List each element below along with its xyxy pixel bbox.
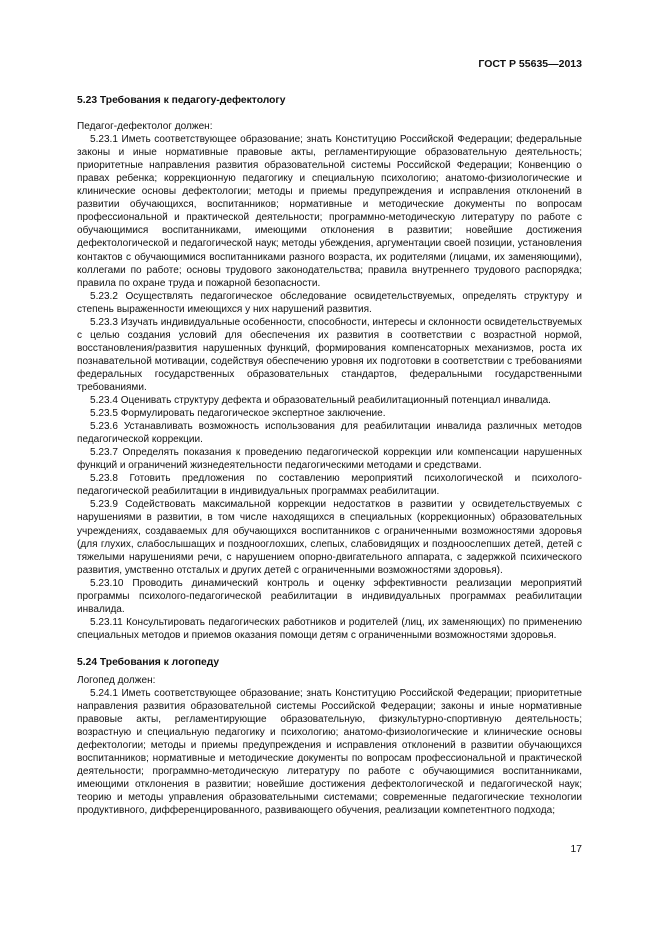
paragraph: 5.23.9 Содействовать максимальной коррекции недостатков в развитии у освидетельствуемых с нарушениями в развитии, в том числе находящихся в специальных (коррекционных) образовательных учреждениях, создаваемых для обучающихся воспитанников с ограниченными возможностями здоровья (для глухих, слабослышащих и позднооглохших, слепых, слабовидящих и поздноослепших детей, детей с тяжелыми нарушениями речи, с нарушением опорно-двигательного аппарата, с задержкой психического развития, умственно отсталых и других детей с ограниченными возможностями здоровья). [77,499,582,576]
paragraph: 5.23.5 Формулировать педагогическое экспертное заключение. [90,408,386,420]
paragraph: 5.23.3 Изучать индивидуальные особенности, способности, интересы и склонности освидетельствуемых с целью создания условий для обеспечения их развития в соответствии с возрастной нормой, восстановления/развития нарушенных функций, формирования компенсаторных механизмов, роста их познавательной мотивации, содействуя обеспечению уровня их подготовки в соответствии с требованиями федеральных государственных образовательных стандартов, федеральными государственными требованиями. [77,316,582,393]
section-lead: Педагог-дефектолог должен: [77,121,213,133]
paragraph: 5.23.6 Устанавливать возможность использования для реабилитации инвалида различных методов педагогической коррекции. [77,421,582,446]
paragraph: 5.23.10 Проводить динамический контроль и оценку эффективности реализации мероприятий программы психолого-педагогической реабилитации в индивидуальных программах реабилитации инвалида. [77,577,582,615]
paragraph: 5.23.4 Оценивать структуру дефекта и образовательный реабилитационный потенциал инвалида. [90,395,551,407]
paragraph: 5.23.2 Осуществлять педагогическое обследование освидетельствуемых, определять структуру и степень выраженности имеющихся у них нарушений развития. [77,290,582,315]
paragraph: 5.23.7 Определять показания к проведению педагогической коррекции или компенсации нарушенных функций и ограничений жизнедеятельности педагогическими методами и средствами. [77,447,582,472]
paragraph: 5.24.1 Иметь соответствующее образование; знать Конституцию Российской Федерации; приоритетные направления развития образовательной системы Российской Федерации; законы и иные нормативные правовые акты, регламентирующие образовательную, физкультурно-спортивную деятельность; возрастную и специальную педагогику и психологию; анатомо-физиологические и клинические основы дефектологии; методы и приемы предупреждения и исправления отклонений в развитии обучающихся воспитанников; нормативные и методические документы по вопросам профессиональной и практической деятельности; программно-методическую литературу по работе с обучающимися воспитанниками, имеющими отклонения в развитии; новейшие достижения дефектологической и педагогической наук; теорию и методы управления образовательными системами; современные педагогические технологии продуктивного, дифференцированного, развивающего обучения, реализации компетентного подхода; [77,688,582,817]
section-lead: Логопед должен: [77,674,156,686]
section-heading: 5.23 Требования к педагогу-дефектологу [77,95,286,106]
paragraph: 5.23.1 Иметь соответствующее образование; знать Конституцию Российской Федерации; федеральные законы и иные нормативные правовые акты, регламентирующие образовательную деятельность; приоритетные направления развития образовательной системы Российской Федерации; Конвенцию о правах ребенка; коррекционную педагогику и специальную психологию; анатомо-физиологические и клинические основы дефектологии; методы и приемы предупреждения и исправления отклонений в развитии обучающихся, воспитанников; нормативные и методические документы по вопросам профессиональной и практической деятельности; программно-методическую литературу по работе с обучающимися воспитанниками, имеющими отклонения в развитии; новейшие достижения дефектологической и педагогической наук; методы убеждения, аргументации своей позиции, установления контактов с обучающимися воспитанниками разного возраста, их родителями (лицами, их заменяющими), коллегами по работе; основы трудового законодательства; правила внутреннего трудового распорядка; правила по охране труда и пожарной безопасности. [77,134,582,289]
standard-designation: ГОСТ Р 55635—2013 [478,58,582,70]
section-heading: 5.24 Требования к логопеду [77,656,220,668]
page-content [77,88,582,817]
paragraph: 5.23.8 Готовить предложения по составлению мероприятий психологической и психолого-педагогической реабилитации в индивидуальных программах реабилитации. [77,473,582,498]
paragraph: 5.23.11 Консультировать педагогических работников и родителей (лиц, их заменяющих) по применению специальных методов и приемов оказания помощи детям с ограниченными возможностями здоровья. [77,616,582,641]
page-number: 17 [570,844,582,855]
